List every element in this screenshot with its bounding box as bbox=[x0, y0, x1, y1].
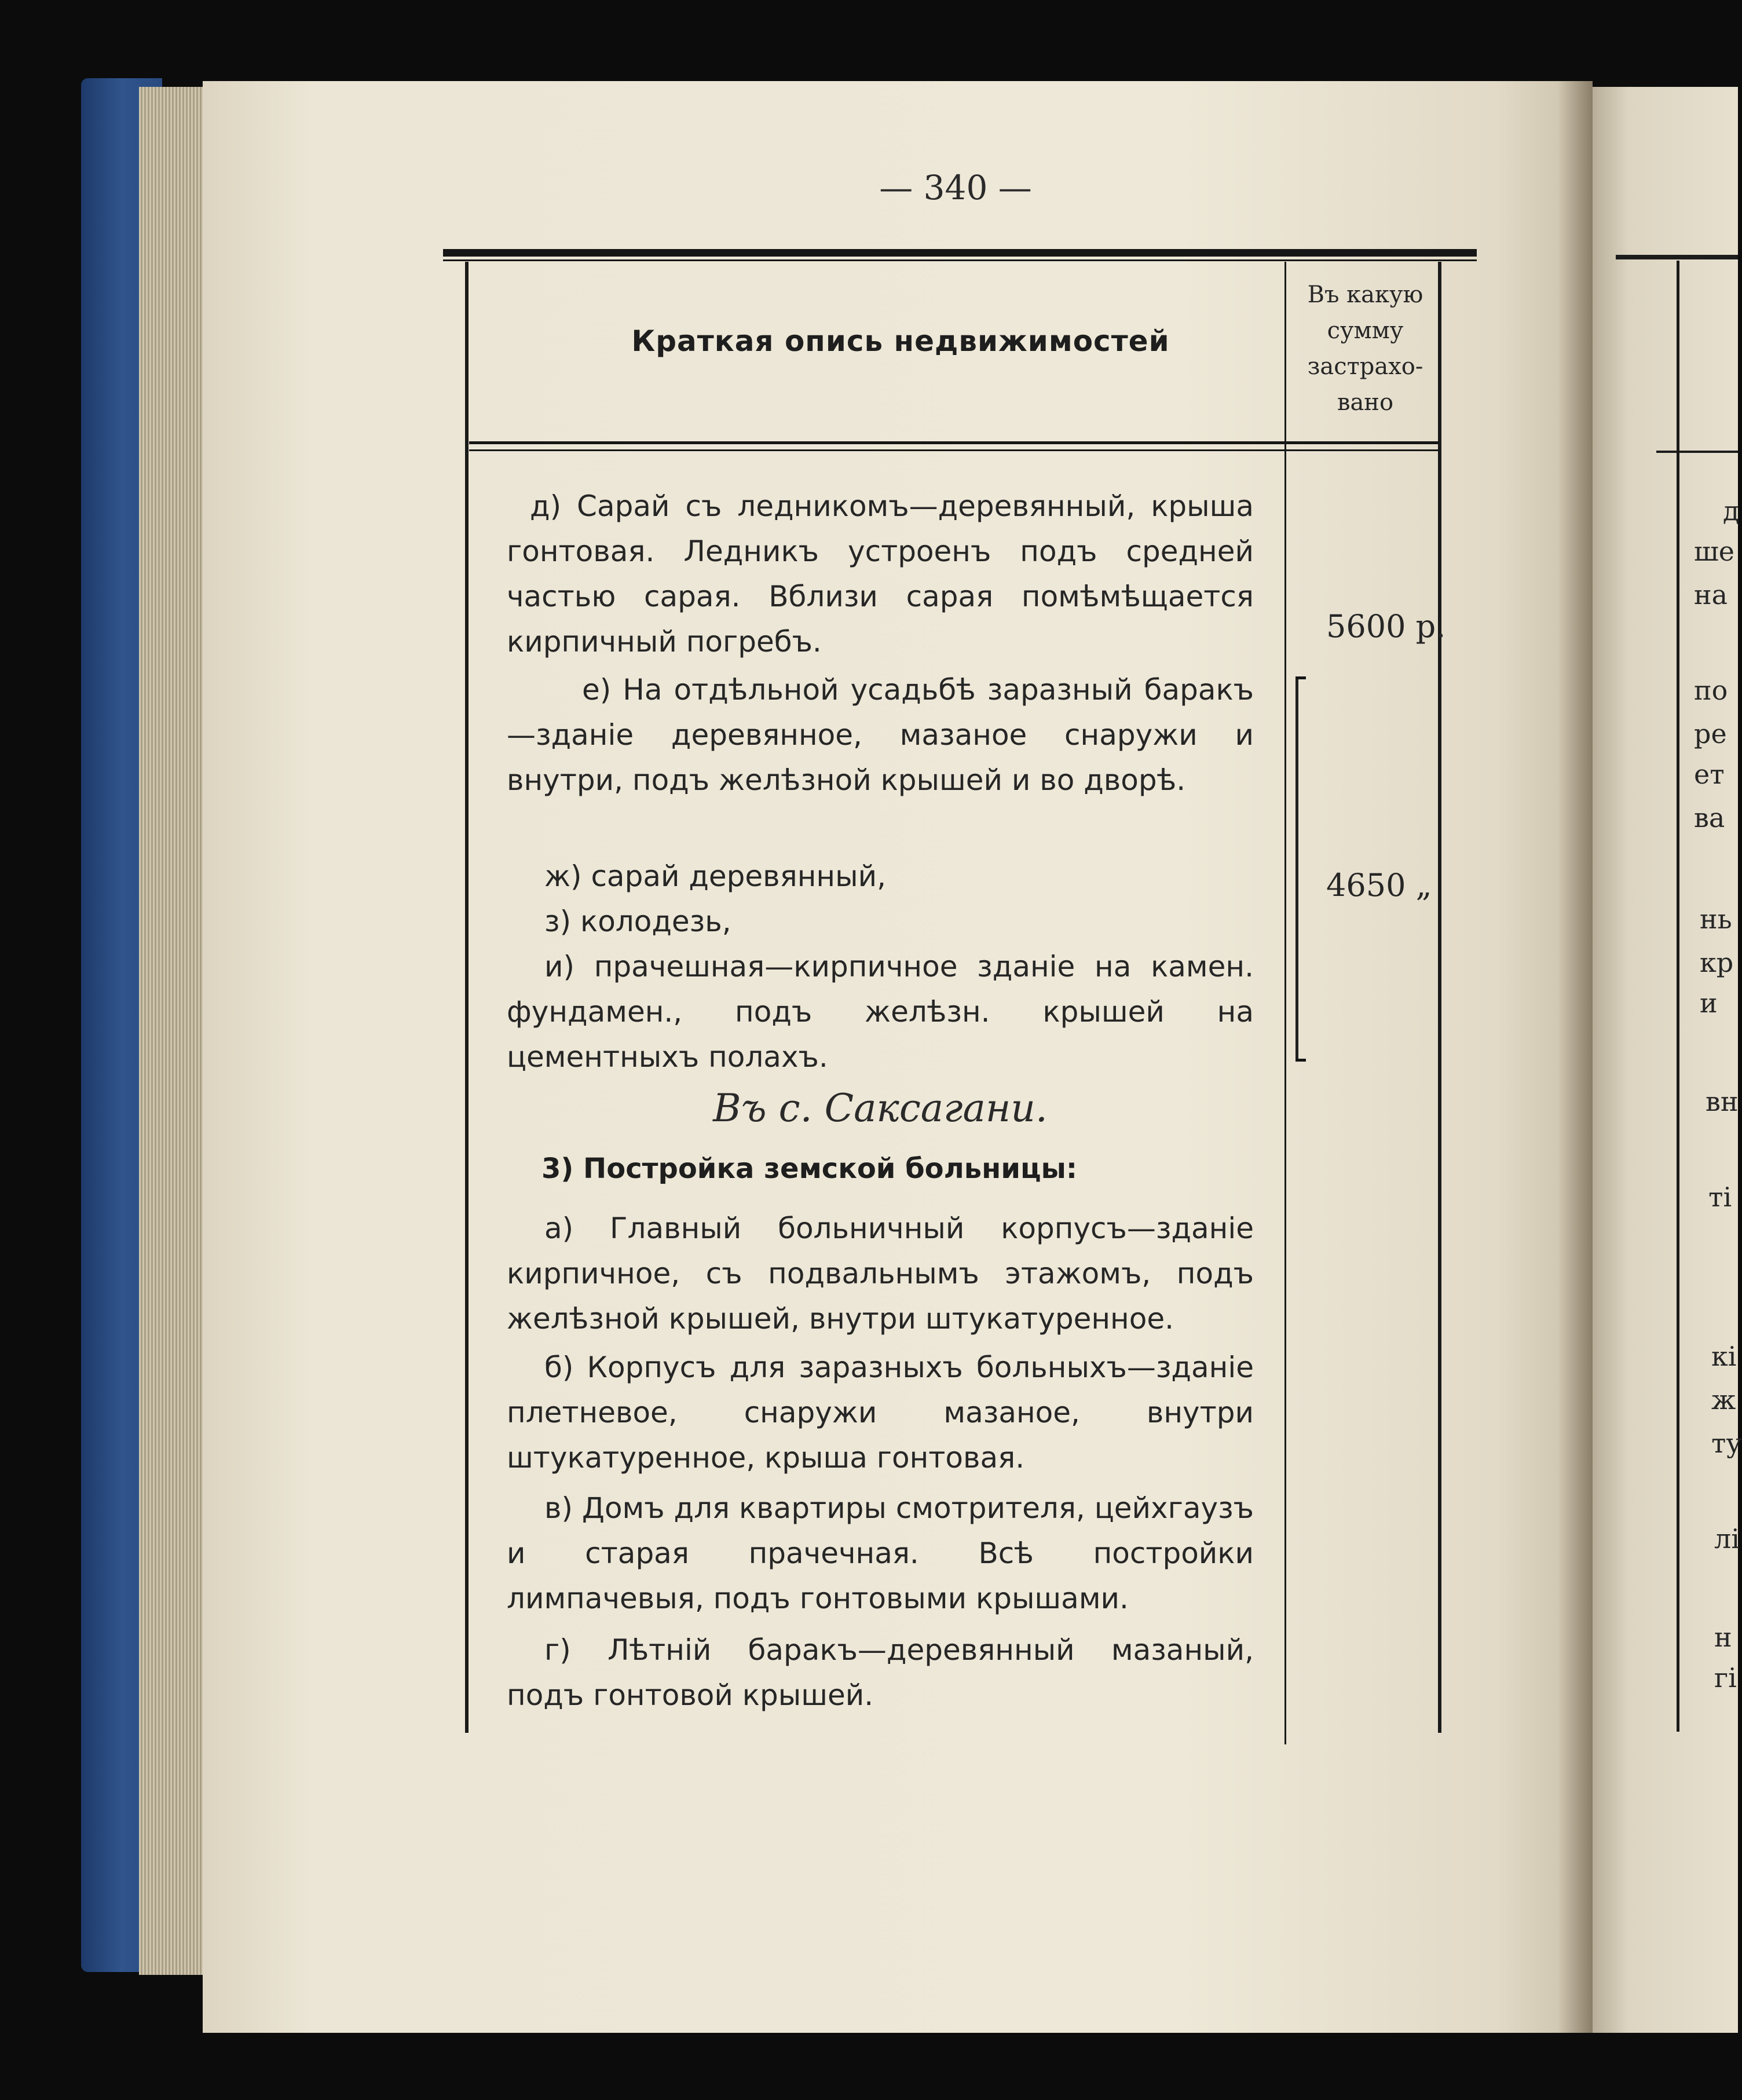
right-page-fragment: ет bbox=[1694, 759, 1725, 790]
section-title: Въ с. Саксагани. bbox=[713, 1086, 1048, 1131]
amount-column-divider bbox=[1284, 262, 1286, 1744]
right-page-fragment: лі bbox=[1714, 1523, 1740, 1554]
table-top-rule bbox=[443, 249, 1477, 257]
right-page-fragment: ті bbox=[1708, 1181, 1732, 1213]
right-page-fragment: ше bbox=[1694, 536, 1734, 567]
hospital-entry-v: в) Домъ для квартиры смотрителя, цейхгаузъ и старая прачечная. Всѣ постройки лимпачевыя, подъ гонтовыми крышами. bbox=[507, 1491, 1254, 1615]
right-page-fragment: ре bbox=[1694, 718, 1727, 749]
brace-top-hook bbox=[1295, 676, 1306, 679]
hospital-entry-b: б) Корпусъ для заразныхъ больныхъ—зданіе плетневое, снаружи мазаное, внутри штукатуренное, крыша гонтовая. bbox=[507, 1351, 1254, 1475]
hospital-entry-a: а) Главный больничный корпусъ—зданіе кирпичное, съ подвальнымъ этажомъ, подъ желѣзной крышей, внутри штукатуренное. bbox=[507, 1212, 1254, 1336]
right-page-fragment: н bbox=[1714, 1622, 1732, 1653]
header-bottom-rule-thin bbox=[469, 449, 1439, 451]
right-page-top-rule bbox=[1616, 255, 1738, 259]
entry-e: е) На отдѣльной усадьбѣ заразный баракъ—зданіе деревянное, мазаное снаружи и внутри, подъ желѣзной крышей и во дворѣ. bbox=[507, 673, 1254, 797]
right-page-header-rule bbox=[1656, 451, 1738, 453]
right-page-fragment: д bbox=[1723, 495, 1740, 526]
table-header-amount-column: Въ какую сумму застрахо-вано bbox=[1307, 281, 1423, 416]
right-page-left-border bbox=[1677, 261, 1679, 1732]
entry-z: з) колодезь, bbox=[544, 905, 731, 938]
right-page-fragment: ту bbox=[1711, 1428, 1742, 1459]
right-page-fragment: вн bbox=[1706, 1086, 1739, 1117]
hospital-entry-g: г) Лѣтній баракъ—деревянный мазаный, подъ гонтовой крышей. bbox=[507, 1633, 1254, 1712]
table-header-title: Краткая опись недвижимостей bbox=[631, 324, 1170, 358]
right-page-fragment: по bbox=[1694, 675, 1728, 706]
right-page-fragment: гі bbox=[1714, 1662, 1737, 1693]
right-page-fragment: ва bbox=[1694, 802, 1725, 833]
table-right-border bbox=[1438, 262, 1441, 1733]
table-top-rule-thin bbox=[443, 259, 1477, 261]
amount-brace bbox=[1295, 679, 1298, 1061]
brace-bottom-hook bbox=[1295, 1059, 1306, 1062]
section-subheading: 3) Постройка земской больницы: bbox=[541, 1153, 1078, 1185]
amount-second: 4650 „ bbox=[1326, 867, 1432, 903]
right-page-fragment: кі bbox=[1711, 1341, 1737, 1372]
right-page-fragment: ж bbox=[1711, 1384, 1736, 1415]
amount-first: 5600 р. bbox=[1326, 608, 1446, 645]
page-number: — 340 — bbox=[879, 168, 1032, 207]
entry-i: и) прачешная—кирпичное зданіе на камен. фундамен., подъ желѣзн. крышей на цементныхъ полахъ. bbox=[507, 950, 1254, 1074]
header-bottom-rule bbox=[469, 441, 1439, 444]
book-gutter bbox=[1558, 81, 1593, 2033]
right-page-fragment: на bbox=[1694, 579, 1728, 610]
entry-d: д) Сарай съ ледникомъ—деревянный, крыша гонтовая. Ледникъ устроенъ подъ средней частью сарая. Вблизи сарая помѣмѣщается кирпичный погребъ. bbox=[507, 489, 1254, 658]
right-page-fragment: нь bbox=[1700, 903, 1732, 935]
table-left-border bbox=[465, 262, 469, 1733]
right-page-fragment: кр bbox=[1700, 947, 1734, 978]
entry-zh: ж) сарай деревянный, bbox=[544, 859, 886, 893]
right-page-fragment: и bbox=[1700, 987, 1718, 1019]
right-page bbox=[1593, 87, 1738, 2033]
